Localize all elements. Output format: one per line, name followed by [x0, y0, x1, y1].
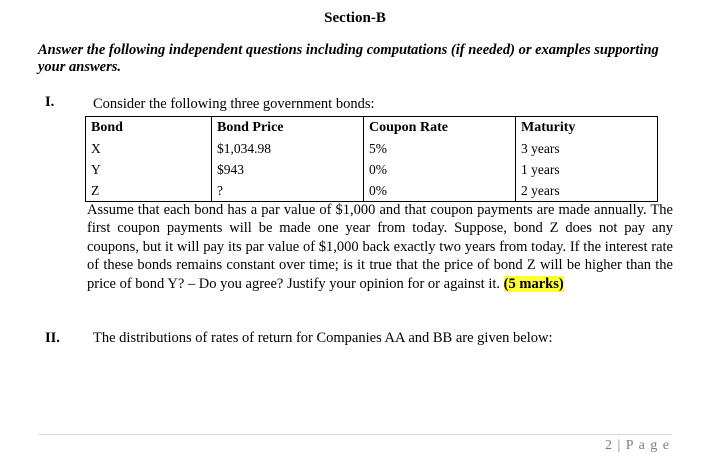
marks-badge: (5 marks)	[503, 275, 564, 292]
header-maturity: Maturity	[516, 117, 658, 139]
header-bond-price: Bond Price	[212, 117, 364, 139]
cell-coupon: 5%	[364, 138, 516, 159]
cell-price: $943	[212, 159, 364, 180]
cell-bond: Y	[86, 159, 212, 180]
question-2-number: II.	[45, 330, 60, 346]
question-2-text: The distributions of rates of return for Companies AA and BB are given below:	[93, 330, 553, 346]
header-coupon-rate: Coupon Rate	[364, 117, 516, 139]
page-number: 2 | P a g e	[605, 438, 670, 453]
table-header-row	[86, 117, 658, 139]
cell-bond: Z	[86, 180, 212, 202]
section-title: Section-B	[324, 10, 386, 26]
instructions: Answer the following independent questions including computations (if needed) or examples supporting your answers.	[38, 42, 659, 75]
table-row	[86, 180, 658, 202]
cell-coupon: 0%	[364, 180, 516, 202]
question-1-paragraph	[87, 201, 673, 293]
cell-coupon: 0%	[364, 159, 516, 180]
header-bond: Bond	[86, 117, 212, 139]
bonds-table	[85, 116, 658, 202]
cell-price: ?	[212, 180, 364, 202]
cell-maturity: 1 years	[516, 159, 658, 180]
footer-divider	[38, 434, 672, 435]
cell-price: $1,034.98	[212, 138, 364, 159]
cell-bond: X	[86, 138, 212, 159]
question-1-body: Assume that each bond has a par value of $1,000 and that coupon payments are made annually. The first coupon payments will be made one year from today. Suppose, bond Z does not pay any coupons, but it will pay its par value of $1,000 back exactly two years from today. If the interest rate of these bonds remains constant over time; is it true that the price of bond Z will be higher than the price of bond Y? – Do you agree? Justify your opinion for or against it.	[87, 202, 673, 292]
question-1-intro: Consider the following three government bonds:	[93, 96, 375, 112]
question-1-number: I.	[45, 94, 55, 110]
table-row	[86, 159, 658, 180]
cell-maturity: 2 years	[516, 180, 658, 202]
table-row	[86, 138, 658, 159]
cell-maturity: 3 years	[516, 138, 658, 159]
